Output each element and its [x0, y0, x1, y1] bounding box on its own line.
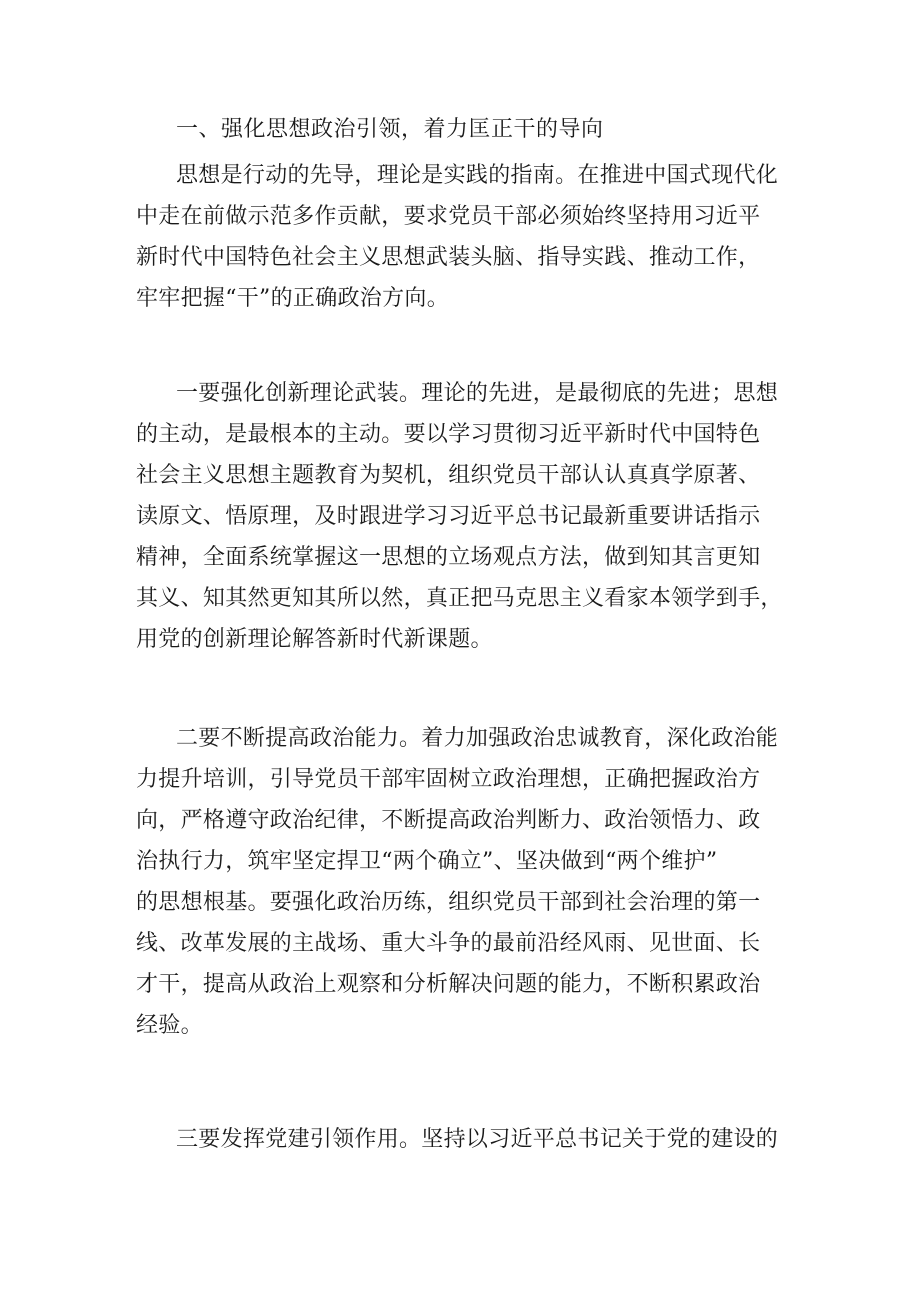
paragraph-line: 力提升培训，引导党员干部牢固树立政治理想，正确把握政治方 — [136, 767, 761, 792]
paragraph-point-two — [136, 718, 796, 1046]
paragraph-line: 二要不断提高政治能力。着力加强政治忠诚教育，深化政治能 — [176, 726, 779, 751]
paragraph-line: 社会主义思想主题教育为契机，组织党员干部认认真真学原著、 — [136, 463, 761, 488]
paragraph-line: 的主动，是最根本的主动。要以学习贯彻习近平新时代中国特色 — [136, 422, 761, 447]
paragraph-line: 三要发挥党建引领作用。坚持以习近平总书记关于党的建设的 — [176, 1127, 779, 1152]
paragraph-line: 才干，提高从政治上观察和分析解决问题的能力，不断积累政治 — [136, 972, 761, 997]
paragraph-line: 读原文、悟原理，及时跟进学习习近平总书记最新重要讲话指示 — [136, 504, 761, 529]
paragraph-line: 思想是行动的先导，理论是实践的指南。在推进中国式现代化 — [176, 163, 779, 188]
paragraph-point-three — [136, 1119, 796, 1160]
paragraph-line: 线、改革发展的主战场、重大斗争的最前沿经风雨、见世面、长 — [136, 931, 761, 956]
paragraph-line: 的思想根基。要强化政治历练，组织党员干部到社会治理的第一 — [136, 890, 761, 915]
paragraph-intro — [136, 155, 796, 319]
paragraph-line: 向，严格遵守政治纪律，不断提高政治判断力、政治领悟力、政 — [136, 808, 761, 833]
paragraph-point-one — [136, 373, 796, 660]
paragraph-line: 经验。 — [136, 1013, 203, 1038]
paragraph-line: 其义、知其然更知其所以然，真正把马克思主义看家本领学到手， — [136, 586, 783, 611]
paragraph-line: 治执行力，筑牢坚定捍卫“两个确立”、坚决做到“两个维护” — [136, 849, 718, 874]
paragraph-line: 一要强化创新理论武装。理论的先进，是最彻底的先进；思想 — [176, 381, 779, 406]
paragraph-line: 新时代中国特色社会主义思想武装头脑、指导实践、推动工作， — [136, 245, 761, 270]
paragraph-line: 精神，全面系统掌握这一思想的立场观点方法，做到知其言更知 — [136, 545, 761, 570]
section-heading: 一、强化思想政治引领，着力匡正干的导向 — [176, 117, 604, 142]
paragraph-line: 中走在前做示范多作贡献，要求党员干部必须始终坚持用习近平 — [136, 204, 761, 229]
paragraph-line: 牢牢把握“干”的正确政治方向。 — [136, 286, 449, 311]
paragraph-line: 用党的创新理论解答新时代新课题。 — [136, 627, 493, 652]
